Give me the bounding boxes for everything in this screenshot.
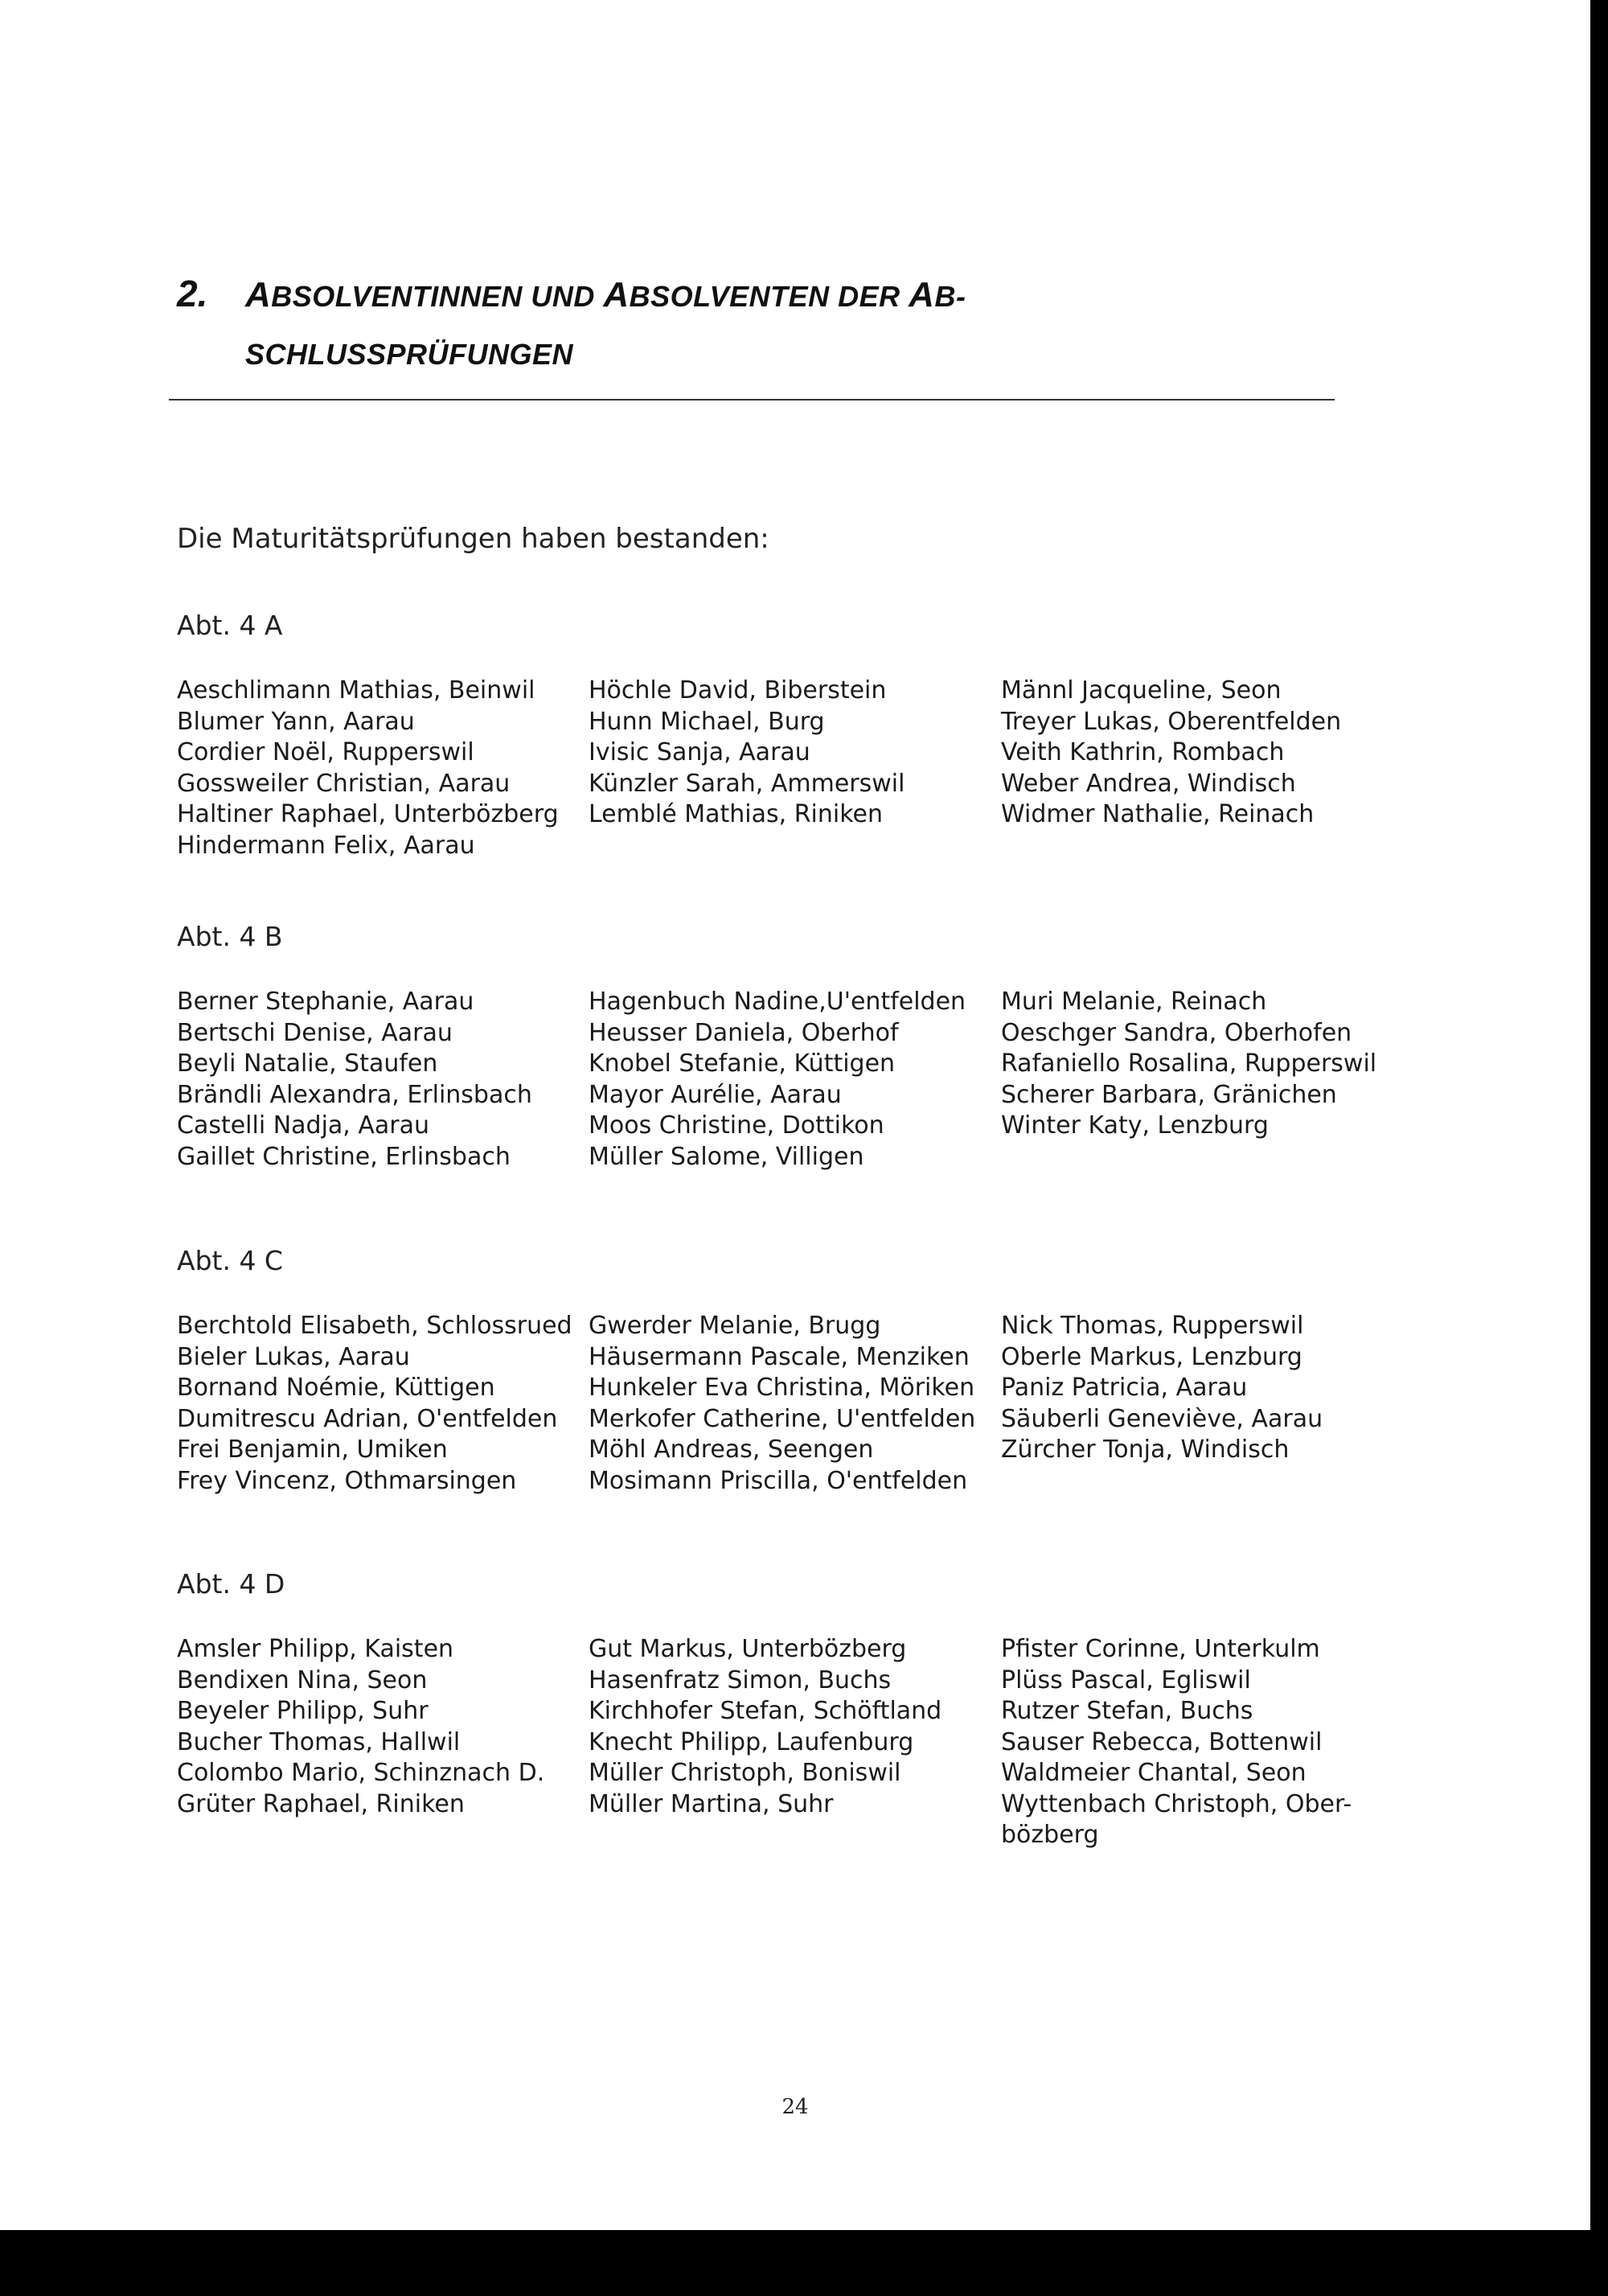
graduate-name: Knecht Philipp, Laufenburg xyxy=(589,1727,914,1756)
graduate-name: Lemblé Mathias, Riniken xyxy=(589,800,884,828)
graduate-name: Gaillet Christine, Erlinsbach xyxy=(177,1142,511,1171)
graduate-name: Müller Salome, Villigen xyxy=(589,1142,864,1171)
graduate-name: Hindermann Felix, Aarau xyxy=(177,831,475,860)
heading-smallcaps: BSOLVENTEN DER xyxy=(629,280,909,313)
heading-smallcaps: BSOLVENTINNEN UND xyxy=(271,280,604,313)
graduate-name: Zürcher Tonja, Windisch xyxy=(1001,1436,1290,1464)
graduate-name: Häusermann Pascale, Menziken xyxy=(589,1342,970,1371)
graduate-name: Hagenbuch Nadine,U'entfelden xyxy=(589,988,966,1016)
graduate-name: Möhl Andreas, Seengen xyxy=(589,1436,874,1464)
graduate-name: Männl Jacqueline, Seon xyxy=(1001,676,1282,704)
graduate-name: Bucher Thomas, Hallwil xyxy=(177,1727,461,1756)
names-column xyxy=(1001,987,1431,1173)
graduate-name: Frey Vincenz, Othmarsingen xyxy=(177,1466,517,1495)
graduate-name: Winter Katy, Lenzburg xyxy=(1001,1111,1269,1140)
graduate-name: Aeschlimann Mathias, Beinwil xyxy=(177,676,535,704)
graduate-name: Müller Christoph, Boniswil xyxy=(589,1759,901,1787)
graduate-name: Frei Benjamin, Umiken xyxy=(177,1436,448,1464)
graduate-name: Berner Stephanie, Aarau xyxy=(177,988,474,1016)
section-title: Abt. 4 D xyxy=(177,1568,285,1600)
graduate-name: Dumitrescu Adrian, O'entfelden xyxy=(177,1404,558,1433)
graduate-name: Plüss Pascal, Egliswil xyxy=(1001,1666,1251,1694)
graduate-name: Muri Melanie, Reinach xyxy=(1001,988,1267,1016)
graduate-name: Hunkeler Eva Christina, Möriken xyxy=(589,1374,975,1402)
heading-line-1 xyxy=(177,265,966,325)
graduate-name: Oeschger Sandra, Oberhofen xyxy=(1001,1018,1352,1047)
names-column xyxy=(177,1311,589,1497)
graduate-name: Weber Andrea, Windisch xyxy=(1001,769,1296,798)
names-column xyxy=(1001,1311,1431,1497)
graduate-name: Knobel Stefanie, Küttigen xyxy=(589,1049,896,1078)
page-number: 24 xyxy=(781,2095,809,2119)
names-grid xyxy=(177,1311,1431,1497)
graduate-name: Hasenfratz Simon, Buchs xyxy=(589,1666,892,1694)
graduate-name: Veith Kathrin, Rombach xyxy=(1001,738,1285,766)
names-column xyxy=(1001,1634,1431,1851)
graduate-name: Scherer Barbara, Gränichen xyxy=(1001,1080,1337,1109)
graduate-name: Bertschi Denise, Aarau xyxy=(177,1018,453,1047)
graduate-name: Mosimann Priscilla, O'entfelden xyxy=(589,1466,968,1495)
names-grid xyxy=(177,987,1431,1173)
names-column xyxy=(589,676,1001,861)
heading-smallcaps: SCHLUSSPRÜFUNGEN xyxy=(245,338,574,371)
graduate-name: Ivisic Sanja, Aarau xyxy=(589,738,810,766)
graduate-name: Sauser Rebecca, Bottenwil xyxy=(1001,1727,1323,1756)
graduate-name: Brändli Alexandra, Erlinsbach xyxy=(177,1080,532,1109)
graduate-name: Pfister Corinne, Unterkulm xyxy=(1001,1635,1320,1663)
names-grid xyxy=(177,1634,1431,1851)
section-heading xyxy=(177,265,966,383)
graduate-name: Haltiner Raphael, Unterbözberg xyxy=(177,800,559,828)
graduate-name: Bendixen Nina, Seon xyxy=(177,1666,428,1694)
graduate-name: Künzler Sarah, Ammerswil xyxy=(589,769,905,798)
graduate-name: Kirchhofer Stefan, Schöftland xyxy=(589,1697,942,1725)
graduate-name: Amsler Philipp, Kaisten xyxy=(177,1635,454,1663)
graduate-name: Müller Martina, Suhr xyxy=(589,1789,834,1818)
graduate-name: Castelli Nadja, Aarau xyxy=(177,1111,430,1140)
graduate-name: Bieler Lukas, Aarau xyxy=(177,1342,410,1371)
names-column xyxy=(177,987,589,1173)
names-column xyxy=(589,1634,1001,1851)
heading-cap: A xyxy=(909,275,935,314)
section-title: Abt. 4 C xyxy=(177,1245,283,1276)
graduate-name: Cordier Noël, Rupperswil xyxy=(177,738,474,766)
graduate-name: Widmer Nathalie, Reinach xyxy=(1001,800,1315,828)
graduate-name: Oberle Markus, Lenzburg xyxy=(1001,1342,1302,1371)
graduate-name: Rafaniello Rosalina, Rupperswil xyxy=(1001,1049,1377,1078)
graduate-name: Heusser Daniela, Oberhof xyxy=(589,1018,899,1047)
names-column xyxy=(177,676,589,861)
graduate-name: Merkofer Catherine, U'entfelden xyxy=(589,1404,976,1433)
graduate-name: Beyeler Philipp, Suhr xyxy=(177,1697,429,1725)
graduate-name: Waldmeier Chantal, Seon xyxy=(1001,1759,1306,1787)
intro-text: Die Maturitätsprüfungen haben bestanden: xyxy=(177,523,769,555)
graduate-name: Grüter Raphael, Riniken xyxy=(177,1789,465,1818)
graduate-name: Gwerder Melanie, Brugg xyxy=(589,1312,881,1340)
graduate-name: Rutzer Stefan, Buchs xyxy=(1001,1697,1253,1725)
heading-cap: A xyxy=(245,275,272,314)
names-grid xyxy=(177,676,1431,861)
graduate-name: Nick Thomas, Rupperswil xyxy=(1001,1312,1304,1340)
names-column xyxy=(589,987,1001,1173)
graduate-name: Treyer Lukas, Oberentfelden xyxy=(1001,707,1342,736)
graduate-name: Colombo Mario, Schinznach D. xyxy=(177,1759,545,1787)
names-column xyxy=(177,1634,589,1851)
graduate-name: Mayor Aurélie, Aarau xyxy=(589,1080,842,1109)
names-column xyxy=(589,1311,1001,1497)
heading-number: 2. xyxy=(177,273,208,314)
section-title: Abt. 4 B xyxy=(177,921,283,952)
graduate-name: bözberg xyxy=(1001,1821,1099,1849)
heading-smallcaps: B- xyxy=(934,280,966,313)
graduate-name: Säuberli Geneviève, Aarau xyxy=(1001,1404,1323,1433)
graduate-name: Bornand Noémie, Küttigen xyxy=(177,1374,495,1402)
heading-line-2 xyxy=(177,325,966,383)
graduate-name: Berchtold Elisabeth, Schlossrued xyxy=(177,1312,572,1340)
graduate-name: Gut Markus, Unterbözberg xyxy=(589,1635,907,1663)
graduate-name: Wyttenbach Christoph, Ober- xyxy=(1001,1789,1352,1818)
graduate-name: Blumer Yann, Aarau xyxy=(177,707,415,736)
graduate-name: Paniz Patricia, Aarau xyxy=(1001,1374,1248,1402)
heading-cap: A xyxy=(603,275,630,314)
graduate-name: Höchle David, Biberstein xyxy=(589,676,887,704)
graduate-name: Moos Christine, Dottikon xyxy=(589,1111,884,1140)
graduate-name: Beyli Natalie, Staufen xyxy=(177,1049,438,1078)
graduate-name: Gossweiler Christian, Aarau xyxy=(177,769,511,798)
names-column xyxy=(1001,676,1431,861)
heading-rule xyxy=(169,399,1335,400)
section-title: Abt. 4 A xyxy=(177,610,283,641)
graduate-name: Hunn Michael, Burg xyxy=(589,707,825,736)
